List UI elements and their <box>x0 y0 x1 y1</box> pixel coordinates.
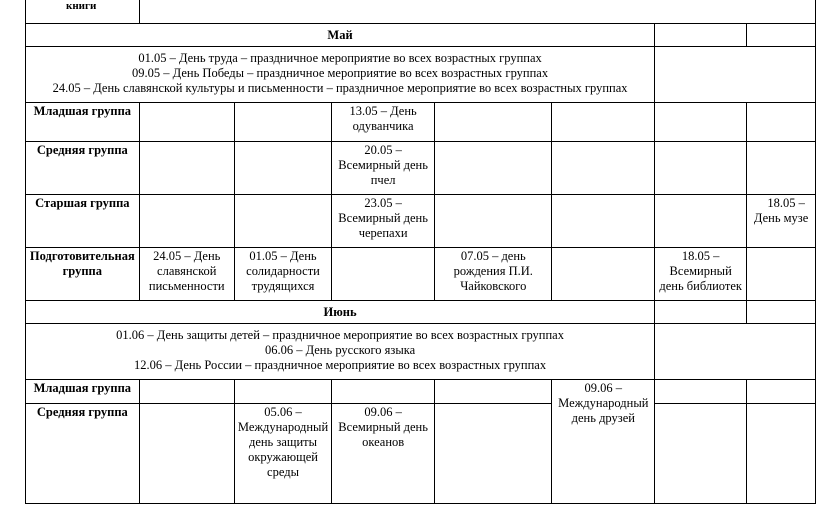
events-cell-may <box>26 47 655 103</box>
empty-cell <box>332 248 435 301</box>
event-cell: 18.05 – Всемирный день библиотек <box>655 248 747 301</box>
table-row <box>26 380 816 404</box>
empty-cell <box>747 380 816 404</box>
event-cell: 05.06 – Международный день защиты окружающей среды <box>234 404 331 504</box>
events-calendar-table <box>25 0 816 504</box>
empty-cell <box>655 404 747 504</box>
event-cell: 09.06 – Всемирный день океанов <box>332 404 435 504</box>
group-label: Подготовительная группа <box>26 248 140 301</box>
event-cell: 24.05 – День славянской письменности <box>139 248 234 301</box>
empty-cell <box>747 248 816 301</box>
event-line: 24.05 – День славянской культуры и письменности – праздничное мероприятие во всех возрастных группах <box>52 81 628 95</box>
empty-cell <box>747 301 816 324</box>
table-row <box>26 404 816 504</box>
empty-cell <box>435 380 552 404</box>
group-label: Младшая группа <box>26 103 140 142</box>
empty-cell <box>234 142 331 195</box>
empty-cell <box>139 142 234 195</box>
empty-cell <box>655 103 747 142</box>
empty-cell <box>435 142 552 195</box>
empty-cell <box>655 47 816 103</box>
month-row-june <box>26 301 816 324</box>
event-cell: 07.05 – день рождения П.И. Чайковского <box>435 248 552 301</box>
empty-cell <box>139 103 234 142</box>
empty-cell <box>234 380 331 404</box>
table-row <box>26 248 816 301</box>
event-line: 01.06 – День защиты детей – праздничное мероприятие во всех возрастных группах <box>116 328 564 342</box>
event-cell: 20.05 – Всемирный день пчел <box>332 142 435 195</box>
empty-cell <box>552 142 655 195</box>
event-line: 06.06 – День русского языка <box>264 343 416 357</box>
empty-cell <box>655 142 747 195</box>
empty-cell <box>234 195 331 248</box>
event-cell: 18.05 – День музе <box>747 195 816 248</box>
empty-cell <box>435 195 552 248</box>
empty-cell <box>655 380 747 404</box>
empty-cell <box>747 24 816 47</box>
empty-cell <box>332 380 435 404</box>
events-row-june <box>26 324 816 380</box>
event-cell: 13.05 – День одуванчика <box>332 103 435 142</box>
empty-cell <box>747 142 816 195</box>
empty-cell <box>747 404 816 504</box>
group-label: Младшая группа <box>26 380 140 404</box>
table-row <box>26 195 816 248</box>
group-label: Средняя группа <box>26 142 140 195</box>
events-cell-june <box>26 324 655 380</box>
event-line: 01.05 – День труда – праздничное мероприятие во всех возрастных группах <box>138 51 542 65</box>
group-label: Средняя группа <box>26 404 140 504</box>
empty-cell <box>655 301 747 324</box>
empty-cell <box>552 248 655 301</box>
event-cell: 23.05 – Всемирный день черепахи <box>332 195 435 248</box>
empty-cell <box>234 103 331 142</box>
events-row-may <box>26 47 816 103</box>
event-line: 12.06 – День России – праздничное мероприятие во всех возрастных группах <box>134 358 547 372</box>
empty-cell <box>435 103 552 142</box>
month-row-may <box>26 24 816 47</box>
table-row <box>26 0 816 24</box>
month-title-may: Май <box>26 24 655 47</box>
empty-cell <box>655 195 747 248</box>
empty-cell <box>655 24 747 47</box>
empty-cell <box>139 404 234 504</box>
empty-cell <box>139 380 234 404</box>
event-line: 09.05 – День Победы – праздничное мероприятие во всех возрастных группах <box>132 66 549 80</box>
table-row <box>26 142 816 195</box>
month-title-june: Июнь <box>26 301 655 324</box>
empty-cell <box>552 195 655 248</box>
empty-cell <box>552 103 655 142</box>
empty-cell <box>139 0 815 24</box>
empty-cell <box>139 195 234 248</box>
empty-cell <box>435 404 552 504</box>
group-label: Старшая группа <box>26 195 140 248</box>
event-cell: 09.06 – Международный день друзей <box>552 380 655 504</box>
empty-cell <box>655 324 816 380</box>
top-label-cell: книги <box>26 0 140 24</box>
table-row <box>26 103 816 142</box>
empty-cell <box>747 103 816 142</box>
event-cell: 01.05 – День солидарности трудящихся <box>234 248 331 301</box>
